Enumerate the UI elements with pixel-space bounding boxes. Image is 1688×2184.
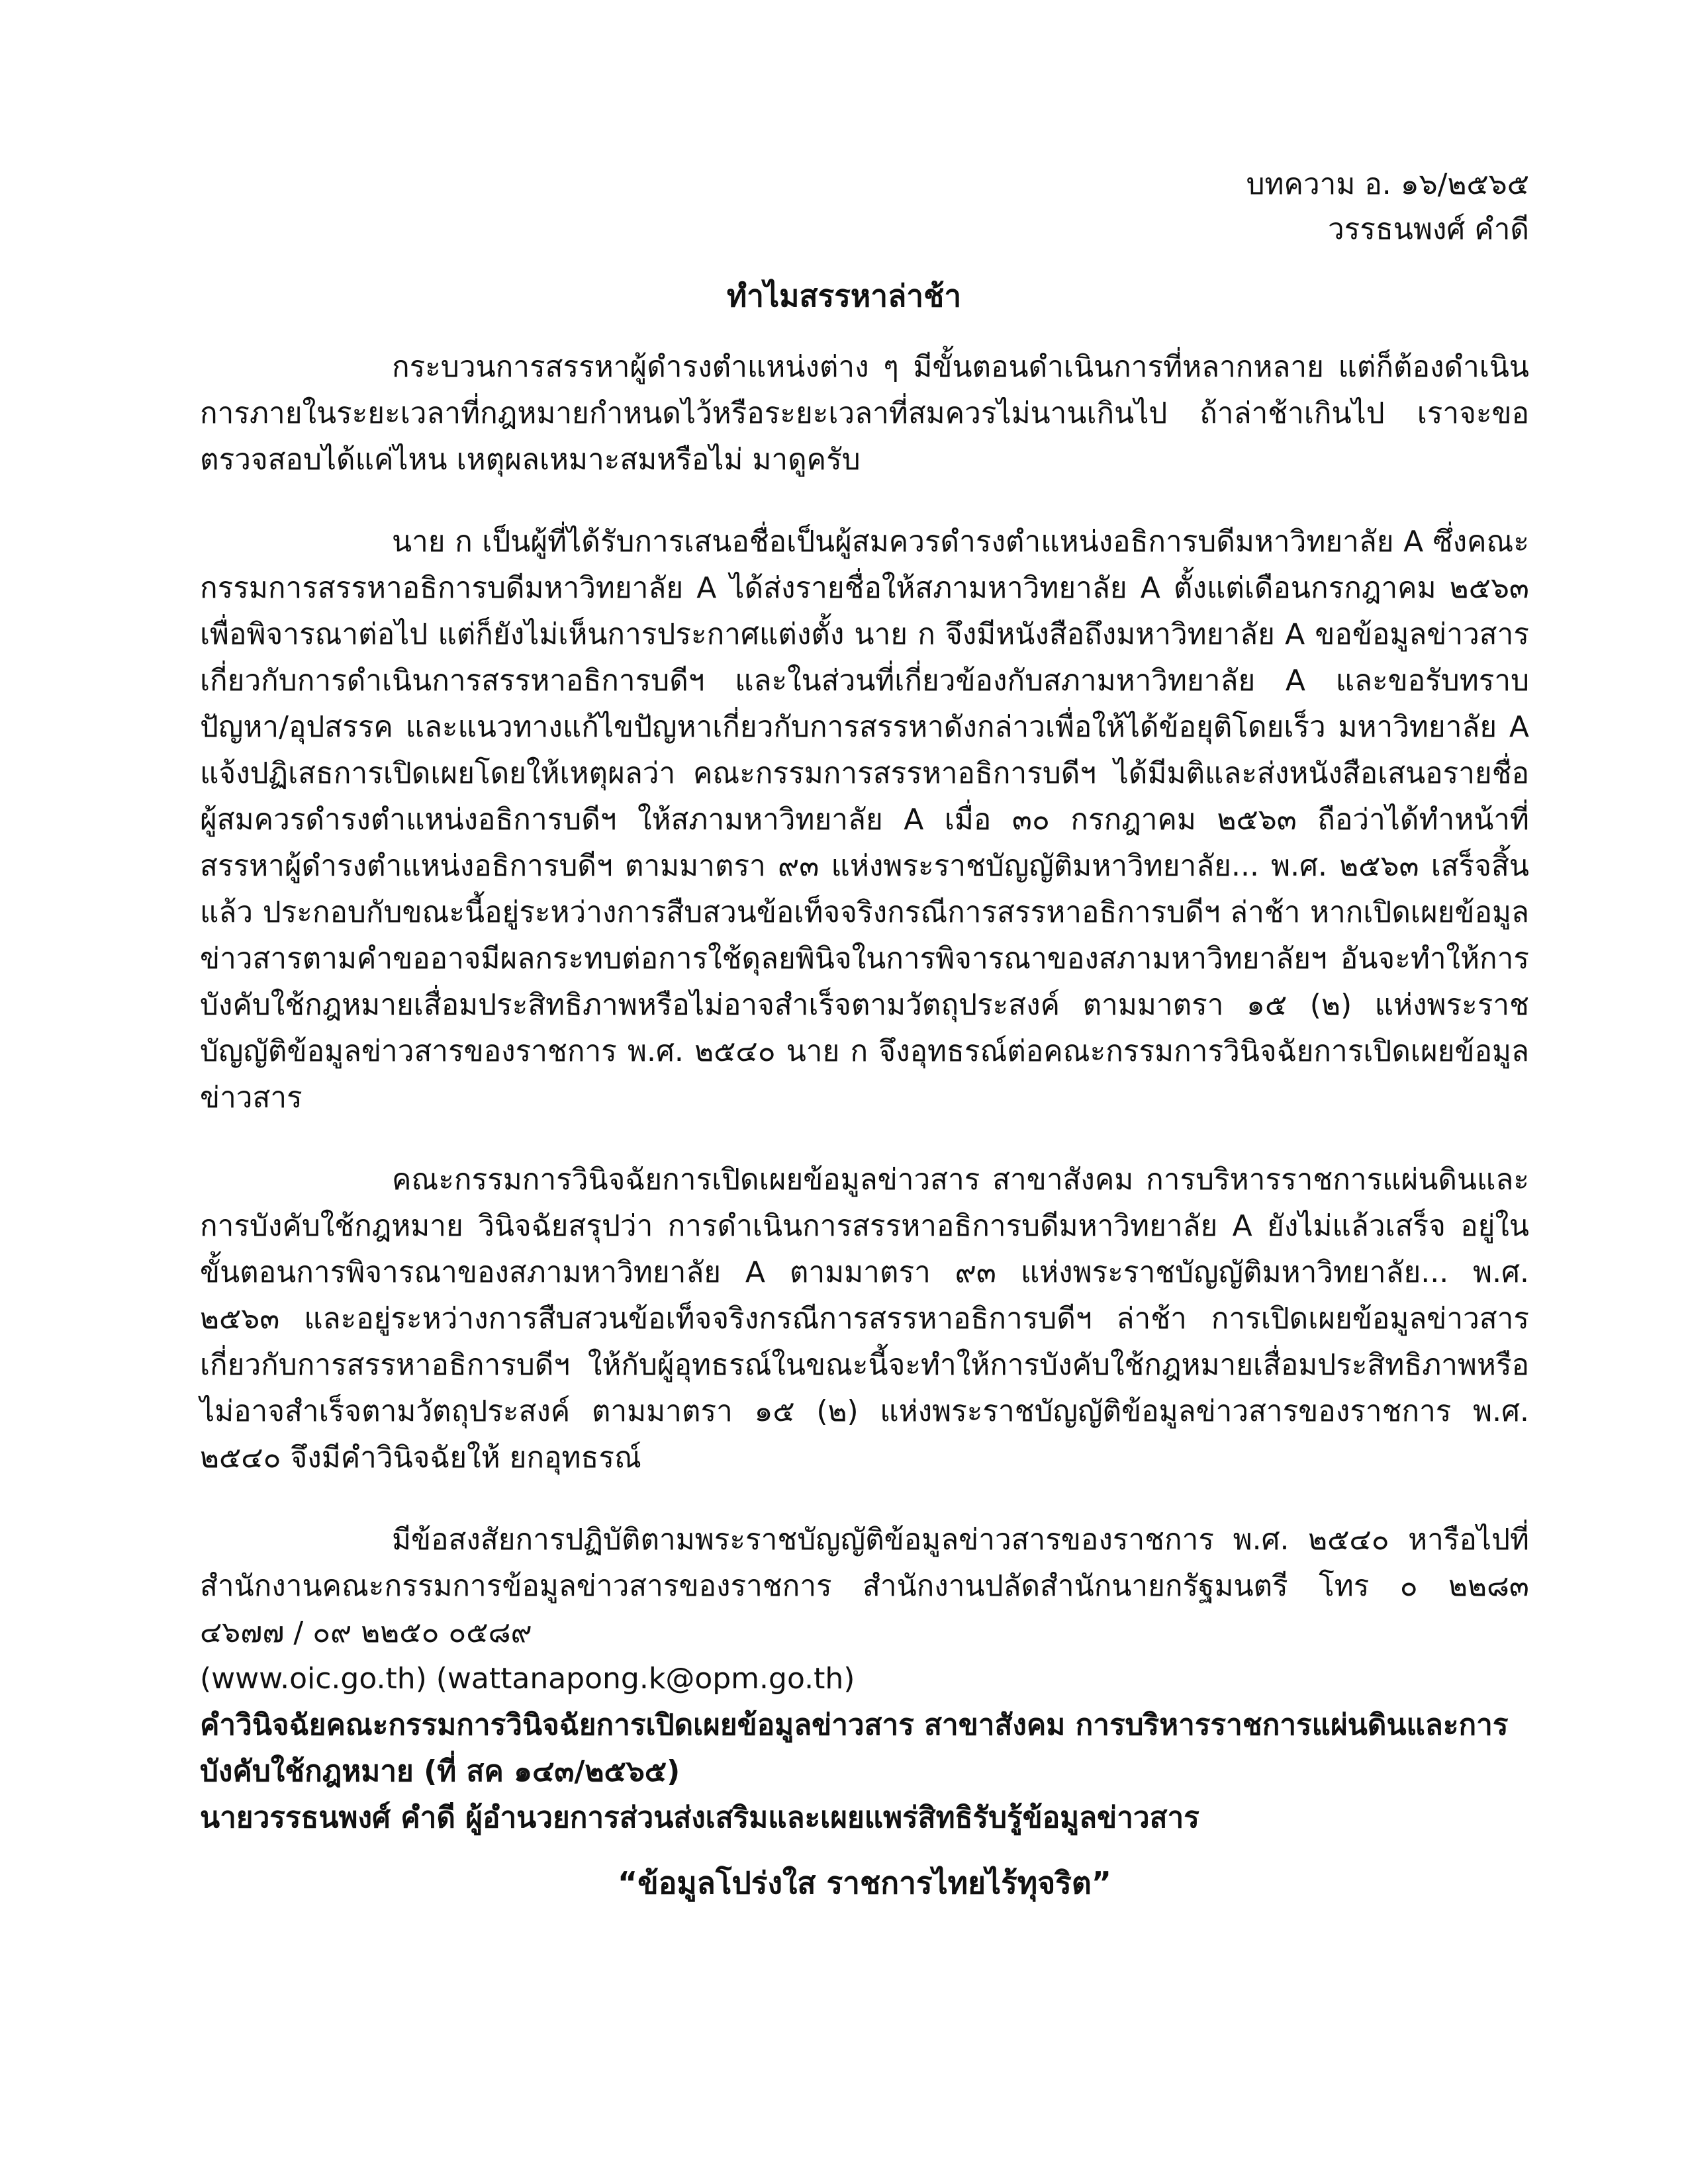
- paragraph-case: นาย ก เป็นผู้ที่ได้รับการเสนอชื่อเป็นผู้สมควรดำรงตำแหน่งอธิการบดีมหาวิทยาลัย A ซึ่งคณะกรรมการสรรหาอธิการบดีมหาวิทยาลัย A ได้ส่งรายชื่อให้สภามหาวิทยาลัย A ตั้งแต่เดือนกรกฎาคม ๒๕๖๓ เพื่อพิจารณาต่อไป แต่ก็ยังไม่เห็นการประกาศแต่งตั้ง นาย ก จึงมีหนังสือถึงมหาวิทยาลัย A ขอข้อมูลข่าวสารเกี่ยวกับการดำเนินการสรรหาอธิการบดีฯ และในส่วนที่เกี่ยวข้องกับสภามหาวิทยาลัย A และขอรับทราบปัญหา/อุปสรรค และแนวทางแก้ไขปัญหาเกี่ยวกับการสรรหาดังกล่าวเพื่อให้ได้ข้อยุติโดยเร็ว มหาวิทยาลัย A แจ้งปฏิเสธการเปิดเผยโดยให้เหตุผลว่า คณะกรรมการสรรหาอธิการบดีฯ ได้มีมติและส่งหนังสือเสนอรายชื่อผู้สมควรดำรงตำแหน่งอธิการบดีฯ ให้สภามหาวิทยาลัย A เมื่อ ๓๐ กรกฎาคม ๒๕๖๓ ถือว่าได้ทำหน้าที่สรรหาผู้ดำรงตำแหน่งอธิการบดีฯ ตามมาตรา ๙๓ แห่งพระราชบัญญัติมหาวิทยาลัย... พ.ศ. ๒๕๖๓ เสร็จสิ้นแล้ว ประกอบกับขณะนี้อยู่ระหว่างการสืบสวนข้อเท็จจริงกรณีการสรรหาอธิการบดีฯ ล่าช้า หากเปิดเผยข้อมูลข่าวสารตามคำขออาจมีผลกระทบต่อการใช้ดุลยพินิจในการพิจารณาของสภามหาวิทยาลัยฯ อันจะทำให้การบังคับใช้กฎหมายเสื่อมประสิทธิภาพหรือไม่อาจสำเร็จตามวัตถุประสงค์ ตามมาตรา ๑๕ (๒) แห่งพระราชบัญญัติข้อมูลข่าวสารของราชการ พ.ศ. ๒๕๔๐ นาย ก จึงอุทธรณ์ต่อคณะกรรมการวินิจฉัยการเปิดเผยข้อมูลข่าวสาร: [200, 525, 1530, 1115]
- article-number: บทความ อ. ๑๖/๒๕๖๕: [1246, 167, 1529, 201]
- author-name: วรรธนพงศ์ คำดี: [1327, 212, 1529, 246]
- signature-line: นายวรรธนพงศ์ คำดี ผู้อำนวยการส่วนส่งเสริมและเผยแพร่สิทธิรับรู้ข้อมูลข่าวสาร: [200, 1801, 1199, 1835]
- document-header: [1246, 162, 1529, 252]
- decision-reference: คำวินิจฉัยคณะกรรมการวินิจฉัยการเปิดเผยข้อมูลข่าวสาร สาขาสังคม การบริหารราชการแผ่นดินและการบังคับใช้กฎหมาย (ที่ สค ๑๔๓/๒๕๖๕): [200, 1708, 1509, 1788]
- paragraph-decision: คณะกรรมการวินิจฉัยการเปิดเผยข้อมูลข่าวสาร สาขาสังคม การบริหารราชการแผ่นดินและการบังคับใช้กฎหมาย วินิจฉัยสรุปว่า การดำเนินการสรรหาอธิการบดีมหาวิทยาลัย A ยังไม่แล้วเสร็จ อยู่ในขั้นตอนการพิจารณาของสภามหาวิทยาลัย A ตามมาตรา ๙๓ แห่งพระราชบัญญัติมหาวิทยาลัย... พ.ศ. ๒๕๖๓ และอยู่ระหว่างการสืบสวนข้อเท็จจริงกรณีการสรรหาอธิการบดีฯ ล่าช้า การเปิดเผยข้อมูลข่าวสารเกี่ยวกับการสรรหาอธิการบดีฯ ให้กับผู้อุทธรณ์ในขณะนี้จะทำให้การบังคับใช้กฎหมายเสื่อมประสิทธิภาพหรือไม่อาจสำเร็จตามวัตถุประสงค์ ตามมาตรา ๑๕ (๒) แห่งพระราชบัญญัติข้อมูลข่าวสารของราชการ พ.ศ. ๒๕๔๐ จึงมีคำวินิจฉัยให้ ยกอุทธรณ์: [200, 1163, 1529, 1475]
- document-body: [200, 344, 1529, 1906]
- page-title: ทำไมสรรหาล่าช้า: [726, 278, 962, 314]
- paragraph-inquiry: มีข้อสงสัยการปฏิบัติตามพระราชบัญญัติข้อมูลข่าวสารของราชการ พ.ศ. ๒๕๔๐ หารือไปที่สำนักงานคณะกรรมการข้อมูลข่าวสารของราชการ สำนักงานปลัดสำนักนายกรัฐมนตรี โทร ๐ ๒๒๘๓ ๔๖๗๗ / ๐๙ ๒๒๕๐ ๐๕๘๙: [200, 1523, 1529, 1649]
- contact-line: (www.oic.go.th) (wattanapong.k@opm.go.th): [200, 1662, 855, 1696]
- slogan: “ข้อมูลโปร่งใส ราชการไทยไร้ทุจริต”: [618, 1865, 1111, 1901]
- paragraph-intro: กระบวนการสรรหาผู้ดำรงตำแหน่งต่าง ๆ มีขั้นตอนดำเนินการที่หลากหลาย แต่ก็ต้องดำเนินการภายในระยะเวลาที่กฎหมายกำหนดไว้หรือระยะเวลาที่สมควรไม่นานเกินไป ถ้าล่าช้าเกินไป เราจะขอตรวจสอบได้แค่ไหน เหตุผลเหมาะสมหรือไม่ มาดูครับ: [200, 350, 1529, 477]
